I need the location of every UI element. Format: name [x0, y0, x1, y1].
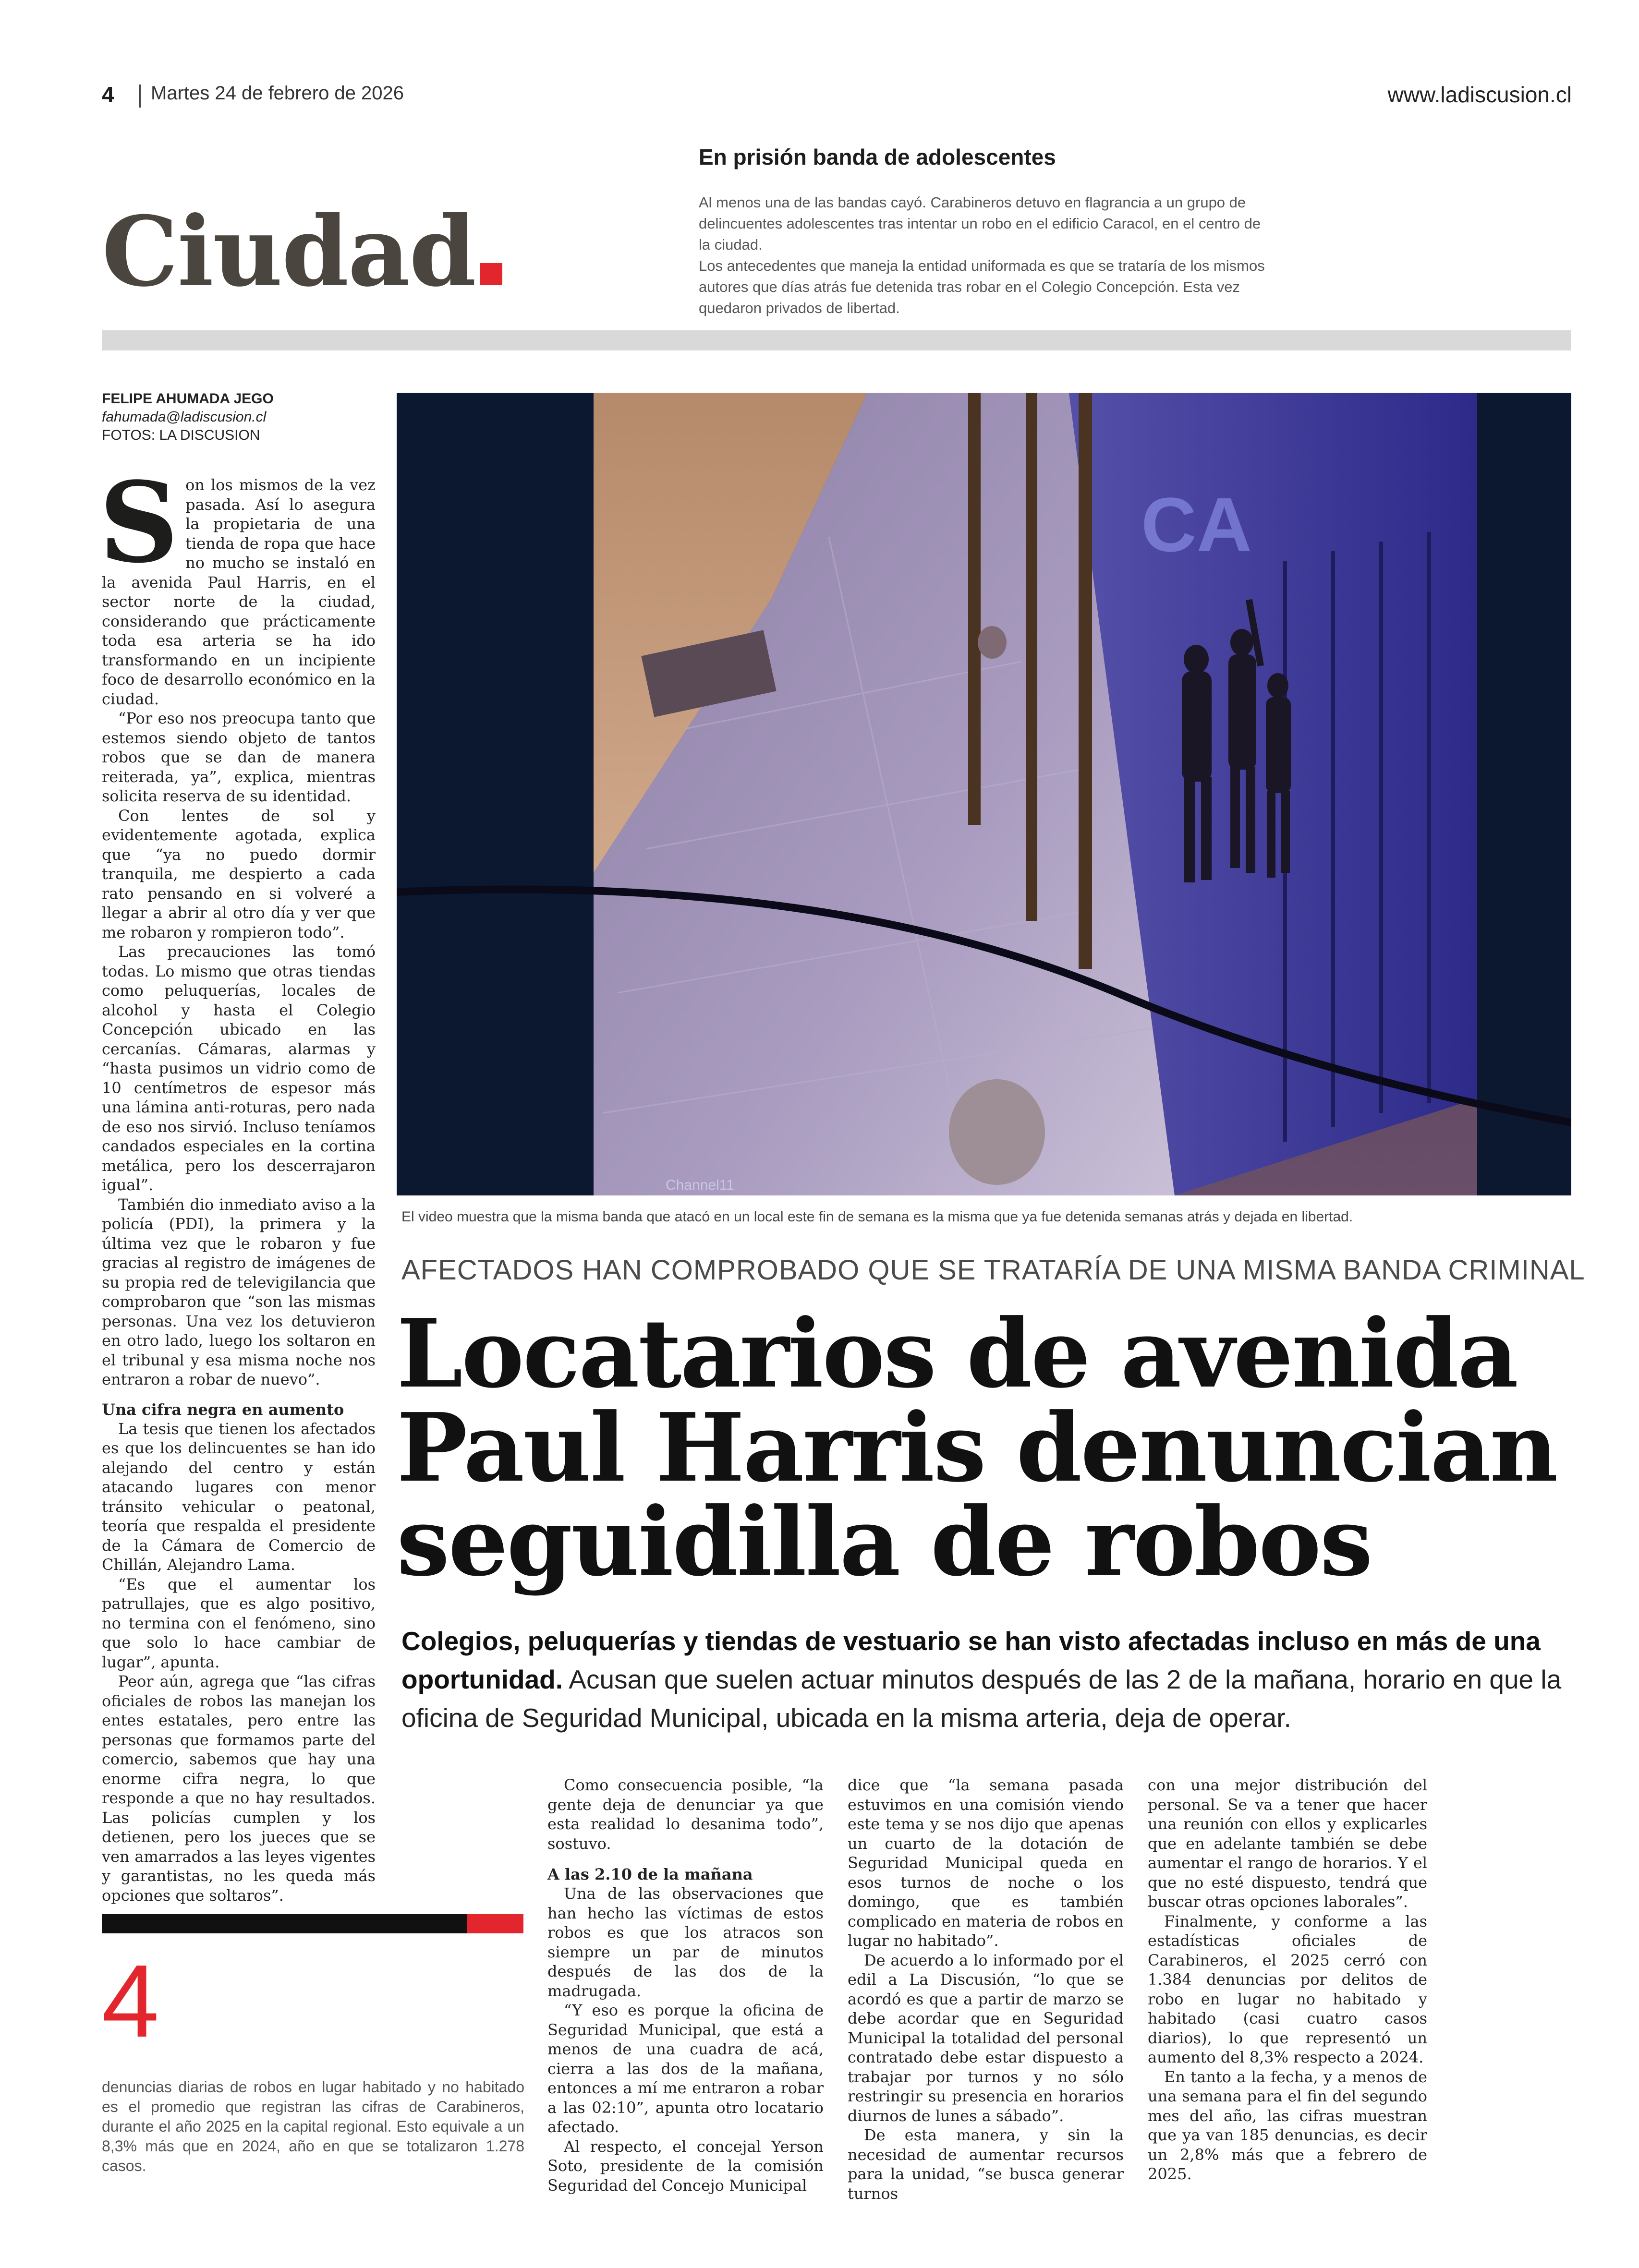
- stat-bar-black: [102, 1914, 467, 1933]
- subhead: Una cifra negra en aumento: [102, 1400, 344, 1419]
- body-paragraph: “Por eso nos preocupa tanto que estemos siendo objeto de tantos robos que se dan de manera reiterada, ya”, explica, mientras solicita reserva de su identidad.: [102, 709, 376, 805]
- svg-text:CA: CA: [1141, 482, 1252, 567]
- brief-paragraph: Al menos una de las bandas cayó. Carabineros detuvo en flagrancia a un grupo de delincuentes adolescentes tras intentar un robo en el edificio Caracol, en el centro de la ciudad.: [699, 194, 1261, 253]
- brief-paragraph: Los antecedentes que maneja la entidad uniformada es que se trataría de los mismos autores que días atrás fue detenida tras robar en el Colegio Concepción. Esta vez quedaron privados de libertad.: [699, 257, 1265, 316]
- stat-number: 4: [102, 1943, 159, 2059]
- body-paragraph: De esta manera, y sin la necesidad de aumentar recursos para la unidad, “se busca generar turnos: [848, 2126, 1124, 2203]
- stat-bar-red: [467, 1914, 523, 1933]
- headline-line: seguidilla de robos: [397, 1487, 1372, 1597]
- left-column-text: [99, 458, 376, 1905]
- dropcap: S: [99, 458, 179, 588]
- body-paragraph: Peor aún, agrega que “las cifras oficiales de robos las manejan los entes estatales, pero entre las personas que formamos parte del comercio, sabemos que hay una enorme cifra negra, lo que responde a que no hay resultados. Las policías cumplen y los detienen, pero los jueces que se ven amarrados a las leyes vigentes y garantistas, no les queda más opciones que soltaros”.: [102, 1672, 376, 1905]
- section-divider-bar: [102, 330, 1571, 350]
- body-column-2: [848, 1775, 1124, 2203]
- header-divider: [139, 84, 141, 108]
- byline-photos-credit: FOTOS: LA DISCUSION: [102, 427, 260, 443]
- body-paragraph: Las precauciones las tomó todas. Lo mismo que otras tiendas como peluquerías, locales de alcohol y hasta el Colegio Concepción ubicado en las cercanías. Cámaras, alarmas y “hasta pusimos un vidrio como de 10 centímetros de espesor más una lámina anti-roturas, pero nada de eso nos sirvió. Incluso teníamos candados especiales en la cortina metálica, pero los descerrajaron igual”.: [102, 942, 376, 1194]
- article-deck: [401, 1622, 1573, 1737]
- body-paragraph: Con lentes de sol y evidentemente agotada, explica que “ya no puedo dormir tranquila, me despierto a cada rato pensando en si volveré a llegar a abrir al otro día y ver que me robaron y rompieron todo”.: [102, 806, 376, 941]
- headline-line: Paul Harris denuncian: [397, 1393, 1557, 1503]
- deck-bold: Colegios, peluquerías y tiendas de vestuario se han visto afectadas incluso en más de una oportunidad.: [401, 1626, 1541, 1694]
- deck-regular: Acusan que suelen actuar minutos después de las 2 de la mañana, horario en que la oficina de Seguridad Municipal, ubicada en la misma arteria, deja de operar.: [401, 1665, 1562, 1733]
- byline: [102, 390, 274, 445]
- body-paragraph: También dio inmediato aviso a la policía (PDI), la primera y la última vez que le robaron y fue gracias al registro de imágenes de su propia red de televigilancia que comprobaron que “son las mismas personas. Una vez los detuvieron en otro lado, luego los soltaron en el tribunal y esa misma noche nos entraron a robar de nuevo”.: [102, 1195, 376, 1388]
- page-number: 4: [102, 82, 114, 107]
- body-column-3: [1148, 1775, 1427, 2184]
- brief-title: En prisión banda de adolescentes: [699, 145, 1056, 169]
- article-headline: [397, 1299, 1578, 1597]
- headline-line: Locatarios de avenida: [397, 1299, 1518, 1409]
- cctv-photo: [397, 393, 1571, 1195]
- article-kicker: AFECTADOS HAN COMPROBADO QUE SE TRATARÍA DE UNA MISMA BANDA CRIMINAL: [401, 1255, 1585, 1286]
- body-paragraph: Una de las observaciones que han hecho las víctimas de estos robos es que los atracos son siempre un par de minutos después de las dos de la madrugada.: [547, 1884, 824, 2000]
- cctv-channel-label: Channel11: [666, 1177, 734, 1193]
- section-title: [102, 195, 502, 308]
- page-date: Martes 24 de febrero de 2026: [151, 83, 404, 104]
- section-title-text: Ciudad: [102, 195, 475, 308]
- body-paragraph: En tanto a la fecha, y a menos de una semana para el fin del segundo mes del año, las cifras muestran que ya van 185 denuncias, es decir un 2,8% más que a febrero de 2025.: [1148, 2067, 1427, 2183]
- brief-body: [699, 192, 1275, 319]
- site-url[interactable]: www.ladiscusion.cl: [1387, 82, 1572, 107]
- body-paragraph: La tesis que tienen los afectados es que los delincuentes se han ido alejando del centro y están atacando lugares con menor tránsito vehicular o peatonal, teoría que respalda el presidente de la Cámara de Comercio de Chillán, Alejandro Lama.: [102, 1419, 376, 1574]
- lead-paragraph: Son los mismos de la vez pasada. Así lo asegura la propietaria de una tienda de ropa que hace no mucho se instaló en la avenida Paul Harris, en el sector norte de la ciudad, considerando que prácticamente toda esa arteria se ha ido transformando en un incipiente foco de desarrollo económico en la ciudad.: [99, 458, 376, 708]
- byline-email[interactable]: fahumada@ladiscusion.cl: [102, 409, 267, 425]
- body-paragraph: dice que “la semana pasada estuvimos en una comisión viendo este tema y se nos dijo que apenas un cuarto de la dotación de Seguridad Municipal queda en esos turnos de noche o los domingo, que es también complicado en materia de robos en lugar no habitado”.: [848, 1776, 1124, 1950]
- body-paragraph: Al respecto, el concejal Yerson Soto, presidente de la comisión Seguridad del Concejo Municipal: [547, 2137, 824, 2195]
- body-paragraph: “Es que el aumentar los patrullajes, que es algo positivo, no termina con el fenómeno, sino que solo lo hace cambiar de lugar”, apunta.: [102, 1575, 376, 1671]
- body-column-1: [547, 1775, 824, 2195]
- body-paragraph: “Y eso es porque la oficina de Seguridad Municipal, que está a menos de una cuadra de acá, cierra a las dos de la mañana, entonces a mí me entraron a robar a las 02:10”, apunta otro locatario afectado.: [547, 2001, 824, 2136]
- byline-author: FELIPE AHUMADA JEGO: [102, 391, 274, 407]
- body-paragraph: con una mejor distribución del personal. Se va a tener que hacer una reunión con ellos y explicarles que en adelante también se debe aumentar el rango de horarios. Y el que no esté dispuesto, tendrá que buscar otras opciones laborales”.: [1148, 1776, 1427, 1911]
- body-paragraph: De acuerdo a lo informado por el edil a La Discusión, “lo que se acordó es que a partir de marzo se debe acordar que en Seguridad Municipal la totalidad del personal contratado debe estar dispuesto a trabajar por turnos y no sólo restringir su presencia en horarios diurnos de lunes a sábado”.: [848, 1951, 1124, 2125]
- stat-description: denuncias diarias de robos en lugar habitado y no habitado es el promedio que registran las cifras de Carabineros, durante el año 2025 en la capital regional. Esto equivale a un 8,3% más que en 2024, año en que se totalizaron 1.278 casos.: [102, 2078, 524, 2174]
- subhead: A las 2.10 de la mañana: [547, 1865, 753, 1883]
- photo-caption: El video muestra que la misma banda que atacó en un local este fin de semana es la misma que ya fue detenida semanas atrás y dejada en libertad.: [401, 1209, 1353, 1225]
- section-title-dot: [480, 263, 502, 285]
- body-paragraph: Finalmente, y conforme a las estadísticas oficiales de Carabineros, el 2025 cerró con 1.384 denuncias por delitos de robo en lugar no habitado y habitado (casi cuatro casos diarios), lo que representó un aumento del 8,3% respecto a 2024.: [1148, 1912, 1427, 2066]
- body-paragraph: Como consecuencia posible, “la gente deja de denunciar ya que esta realidad lo desanima todo”, sostuvo.: [547, 1776, 824, 1853]
